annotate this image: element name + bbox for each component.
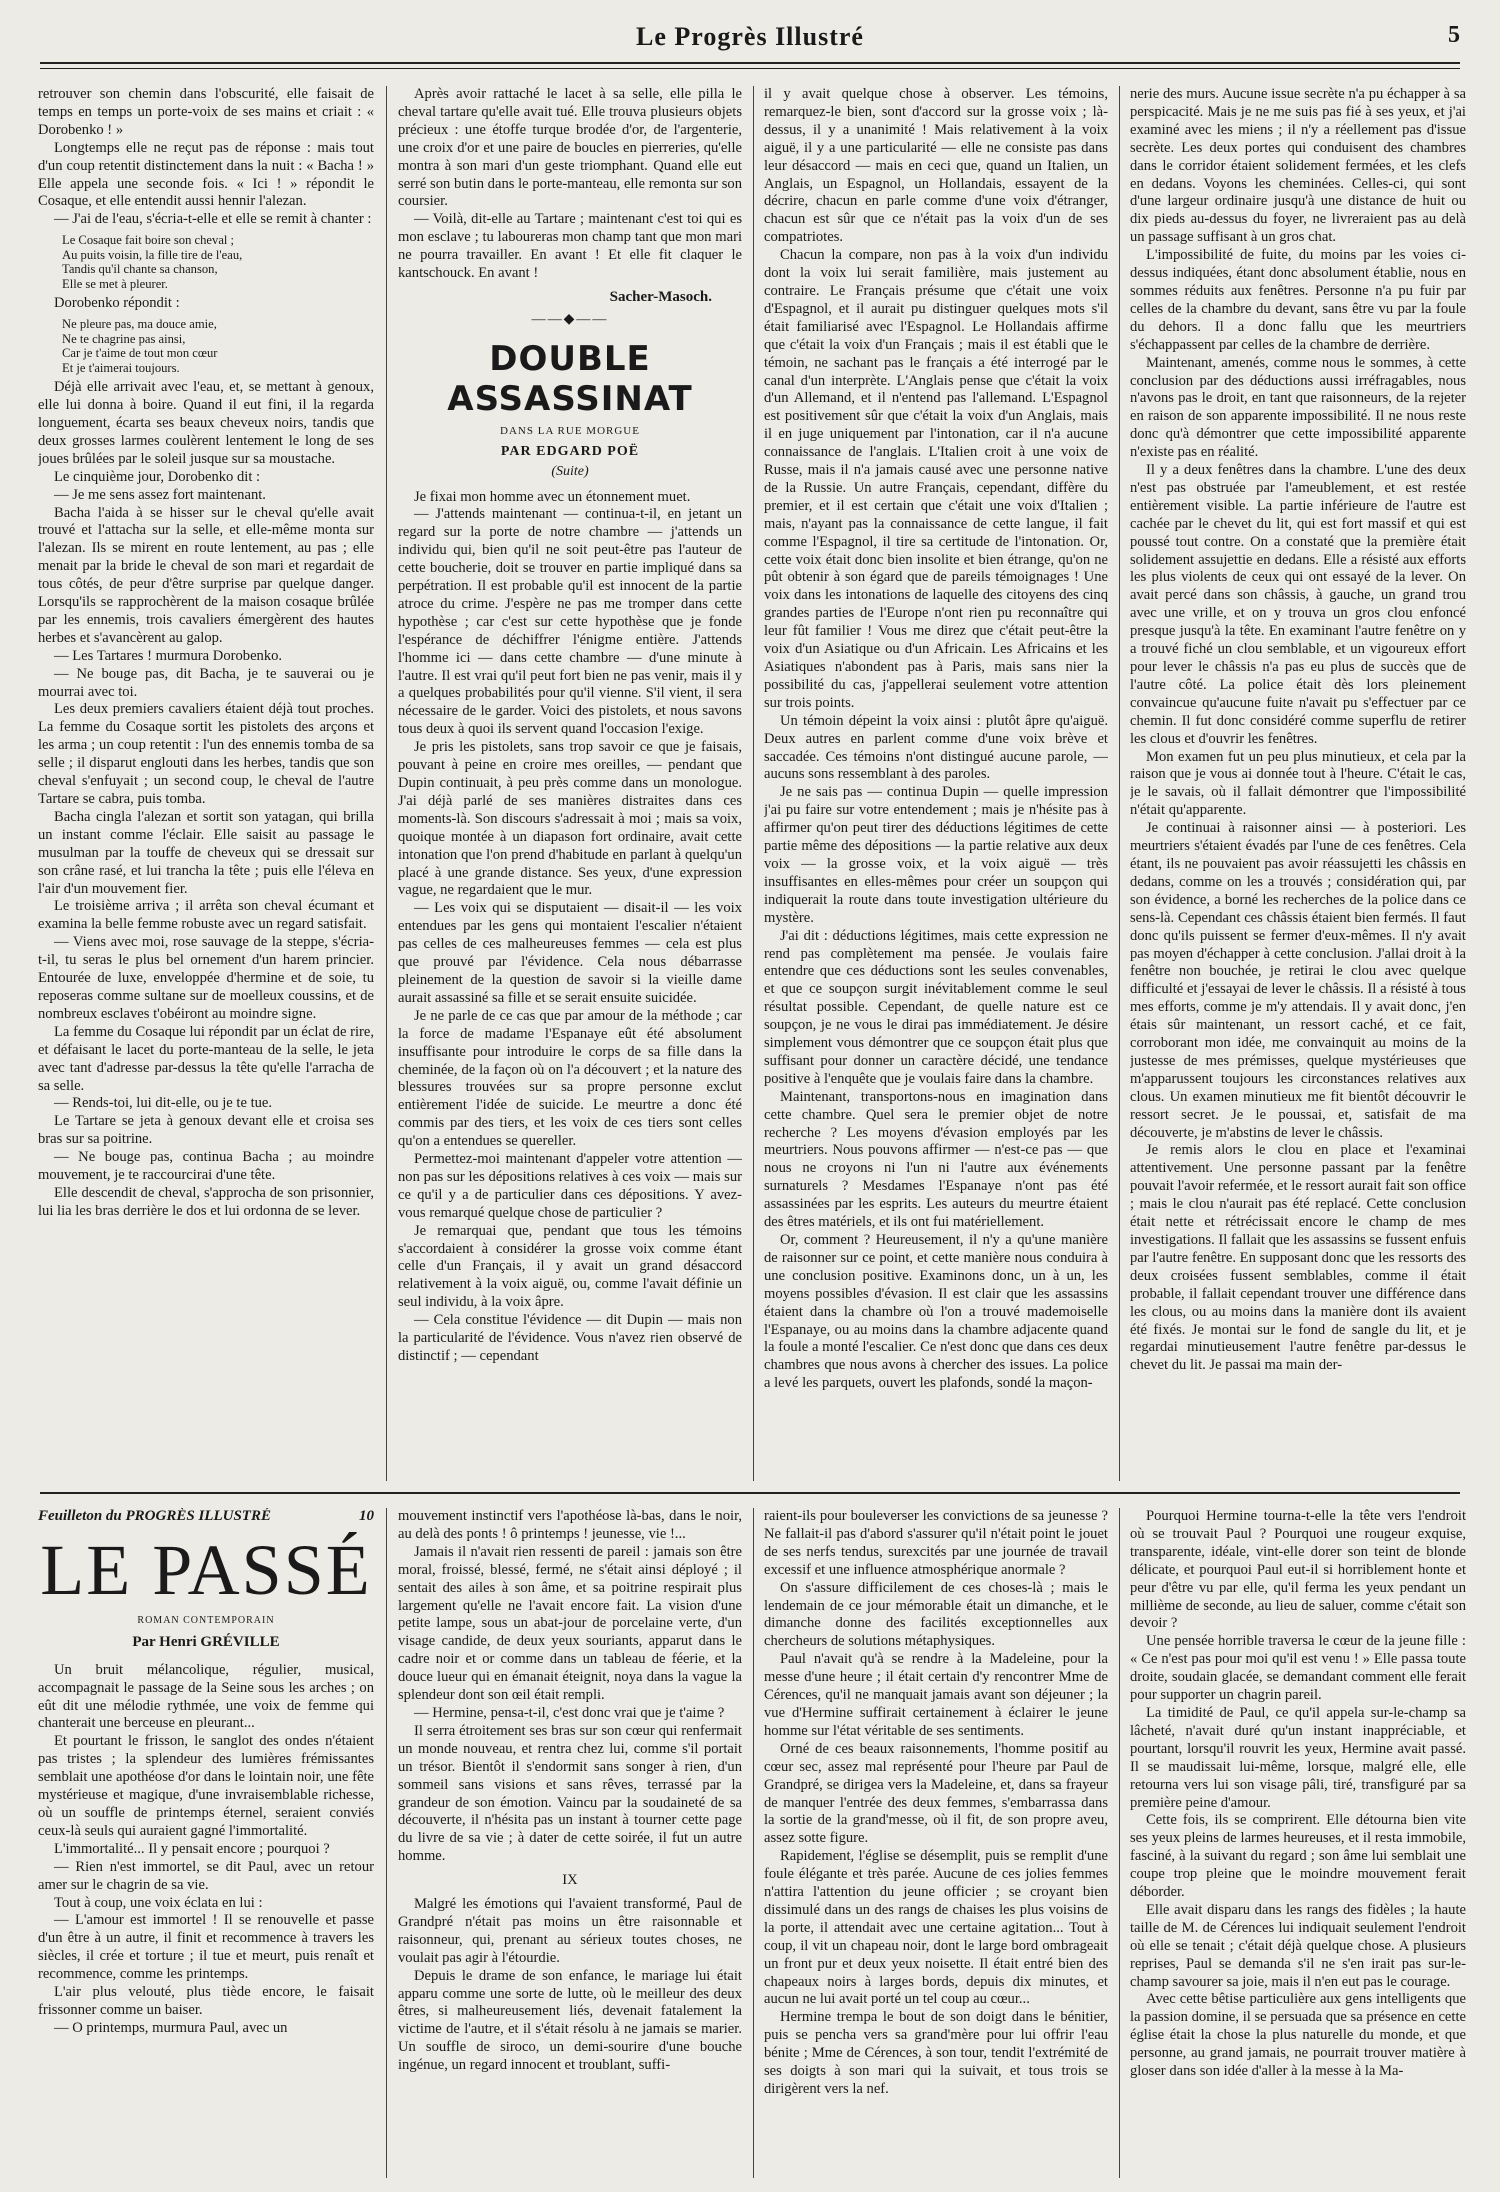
paragraph: — J'attends maintenant — continua-t-il, en jetant un regard sur la porte de notre chambre — j'attends un individu qui, bien qu'il ne soit peut-être pas l'auteur de cette boucherie, doit se trouver en partie impliqué dans sa perpétration. Il est probable qu'il est innocent de la partie atroce du crime. J'espère ne pas me tromper dans cette hypothèse ; car c'est sur cette hypothèse que je fonde l'espérance de déchiffrer l'énigme entière. J'attends l'homme ici — dans cette chambre — d'une minute à l'autre. Il est vrai qu'il peut fort bien ne pas venir, mais il y a quelques probabilités pour qu'il vienne. S'il vient, il sera nécessaire de le garder. Voici des pistolets, et nous savons tous deux à quoi ils servent quand l'occasion l'exige. [398,506,742,738]
paragraph: — Les voix qui se disputaient — disait-il — les voix entendues par les gens qui montaient l'escalier n'étaient pas celles de ces malheureuses femmes — cela est plus que prouvé par l'évidence. Cela nous débarrasse pleinement de la question de savoir si la vieille dame aurait assassiné sa fille et se serait ensuite suicidée. [398,900,742,1006]
verse-line: Ne te chagrine pas ainsi, [62,331,186,346]
verse-line: Car je t'aime de tout mon cœur [62,346,218,361]
paragraph: Une pensée horrible traversa le cœur de la jeune fille : « Ce n'est pas pour moi qu'il est venu ! » Elle passa toute droite, soudain glacée, se demandant comment elle ferait pour supporter un chagrin pareil. [1130,1633,1466,1704]
verse-line: Et je t'aimerai toujours. [62,360,180,375]
paragraph: Le troisième arriva ; il arrêta son cheval écumant et examina la belle femme robuste avec un regard satisfait. [38,898,374,933]
song-verse [62,233,374,291]
novel-subtitle: ROMAN CONTEMPORAIN [137,1614,275,1626]
paragraph: — Je me sens assez fort maintenant. [54,486,266,503]
paragraph: Depuis le drame de son enfance, le mariage lui était apparu comme une sorte de lutte, où le meilleur des deux êtres, si malheureusement liés, devenait fatalement la victime de l'autre, et il s'était résolu à ne jamais se marier. Un souffle de siroco, un demi-sourire d'une bouche ingénue, un regard innocent et troublant, suffi- [398,1967,742,2074]
paragraph: Je remis alors le clou en place et l'examinai attentivement. Une personne passant par la fenêtre pouvait l'avoir refermée, et le ressort aurait fait son office ; mais le clou n'aurait pas été replacé. Cette conclusion était nette et rétrécissait encore le champ de mes investigations. Il fallait que les assassins se fussent enfuis par l'autre fenêtre. En supposant donc que les ressorts des deux croisées fussent semblables, comme il était probable, il fallait cependant trouver une différence dans les clous, ou au moins dans la manière dont ils avaient été fixés. Je montai sur le fond de sangle du lit, et je regardai minutieusement l'autre fenêtre par-dessus le chevet du lit. Je passai ma main der- [1130,1142,1466,1374]
story-continuation-note: (Suite) [551,463,589,479]
newspaper-title: Le Progrès Illustré [636,22,864,51]
author-signature: Sacher-Masoch. [609,288,712,305]
paragraph: Rapidement, l'église se désemplit, puis se remplit d'une foule élégante et très parée. Aucune de ces jolies femmes n'attira l'attention du jeune officier ; se croyant bien dissimulé dans un des rangs de chaises les plus voisins de la porte, il attendait avec une certaine agitation... Tout à coup, il vit un chapeau noir, dont le large bord ombrageait un front pur et deux yeux noisette. Il était entré bien des chapeaux noirs à larges bords, depuis dix minutes, et aucun ne lui avait porté un tel coup au cœur... [764,1848,1108,2008]
story-subheading: DANS LA RUE MORGUE [500,424,640,437]
feuilleton-column-4 [1130,1508,1466,2178]
novel-author: Par Henri GRÉVILLE [132,1633,280,1650]
paragraph: Le cinquième jour, Dorobenko dit : [54,468,261,485]
paragraph: Je continuai à raisonner ainsi — à posteriori. Les meurtriers s'étaient évadés par l'une de ces fenêtres. Cela étant, ils ne pouvaient pas avoir réassujetti les châssis en dedans, comme on les a trouvés ; considération qui, par son évidence, a borné les recherches de la police dans ce sens-là. Cependant ces châssis étaient bien fermés. Il faut donc qu'ils puissent se fermer d'eux-mêmes. Il n'y avait pas moyen d'échapper à cette conclusion. J'allai droit à la fenêtre non bouchée, je retirai le clou avec quelque difficulté et j'essayai de lever le châssis. Il a résisté à tous mes efforts, comme je m'y attendais. Il y avait donc, j'en étais sûr maintenant, un ressort caché, et ce fait, corroborant mon idée, me convainquit au moins de la justesse de mes prémisses, quelque mystérieuses que m'apparussent toujours les circonstances relatives aux clous. Un examen minutieux me fit bientôt découvrir le ressort secret. Je le poussai, et, satisfait de ma découverte, je m'abstins de lever le châssis. [1130,820,1466,1141]
paragraph: mouvement instinctif vers l'apothéose là-bas, dans le noir, au delà des ponts ! ô printemps ! jeunesse, vie !... [398,1508,742,1542]
paragraph: Bacha l'aida à se hisser sur le cheval qu'elle avait trouvé et l'attacha sur la selle, et elle-même monta sur l'alezan. Ils se mirent en route lentement, au pas ; elle menait par la bride le cheval de son mari et regardait de tous côtés, de peur d'être surprise par quelque danger. Lorsqu'ils se rapprochèrent de la maison cosaque brûlée par les ennemis, trois cavaliers émergèrent des hautes herbes et s'avancèrent au galop. [38,504,374,646]
paragraph: Chacun la compare, non pas à la voix d'un individu dont la voix lui serait familière, mais justement au contraire. Le Français présume que c'était une voix d'Espagnol, et il aurait pu distinguer quelques mots s'il était familiarisé avec l'Espagnol. Le Hollandais affirme que c'était la voix d'un Français ; mais il est établi que le témoin, ne sachant pas le français a été interrogé par le canal d'un interprète. L'Anglais pense que c'était la voix d'un Allemand, et il n'entend pas l'allemand. L'Espagnol est positivement sûr que c'était la voix d'un Anglais, mais il en juge uniquement par l'intonation, car il n'a aucune connaissance de l'anglais. L'Italien croit à une voix de Russe, mais il n'a jamais causé avec une personne native de la Russie. Un autre Français, cependant, diffère du premier, et il est certain que c'était une voix d'Italien ; mais, n'ayant pas la connaissance de cette langue, il fait comme l'Espagnol, il tire sa certitude de l'intonation. Or, cette voix était donc bien insolite et bien étrange, qu'on ne pût obtenir à son égard que de pareils témoignages ! Une voix dans les intonations de laquelle des citoyens des cinq grandes parties de l'Europe n'ont rien pu reconnaître qui leur fût familier ! Vous me direz que c'était peut-être la voix d'un Asiatique ou d'un Africain. Les Africains et les Asiatiques n'abondent pas à Paris, mais sans nier la possibilité du cas, j'appellerai seulement votre attention sur trois points. [764,247,1108,711]
page-header [40,22,1460,56]
paragraph: L'impossibilité de fuite, du moins par les voies ci-dessus indiquées, étant donc absolument établie, nous en sommes réduits aux fenêtres. Personne n'a pu fuir par celles de la chambre du devant, sans être vu par la foule du dehors. Il a donc fallu que les meurtriers s'échappassent par celles de la chambre de derrière. [1130,247,1466,353]
paragraph: Je ne sais pas — continua Dupin — quelle impression j'ai pu faire sur votre entendement ; mais je n'hésite pas à affirmer qu'on peut tirer des déductions légitimes de cette partie même des dépositions — la partie relative aux deux voix — la grosse voix, et la voix aiguë — très insuffisantes en elles-mêmes pour créer un soupçon qui indiquerait la route dans toute investigation ultérieure du mystère. [764,784,1108,926]
section-ornament: ——◆—— [531,311,609,327]
song-verse [62,317,374,375]
paragraph: Un témoin dépeint la voix ainsi : plutôt âpre qu'aiguë. Deux autres en parlent comme d'une voix brève et saccadée. Ces témoins n'ont distingué aucune parole, — aucuns sons ressemblant à des paroles. [764,712,1108,783]
paragraph: Jamais il n'avait rien ressenti de pareil : jamais son être moral, froissé, blessé, fermé, ne s'était ainsi déployé ; il sentait des ailes à son âme, et sa poitrine respirait plus largement qu'elle ne l'avait encore fait. La vision d'une petite lampe, sous un abat-jour de porcelaine verte, d'un visage candide, de deux yeux souriants, apparut dans le cadre noir et or comme dans un tableau de féerie, et la douce lueur qui en émanait éteignit, noya dans la vague la splendeur dont son œil était rempli. [398,1543,742,1704]
paragraph: Orné de ces beaux raisonnements, l'homme positif au cœur sec, assez mal représenté pour l'heure par Paul de Grandpré, se dirigea vers la Madeleine, et, dans sa frayeur de manquer l'entrée des deux femmes, s'embarrassa dans la sortie de la grand'messe, où il fit, de son propre aveu, assez sotte figure. [764,1740,1108,1847]
feuilleton-header [38,1508,374,1526]
paragraph: Bacha cingla l'alezan et sortit son yatagan, qui brilla un instant comme l'éclair. Elle saisit au passage le musulman par la touffe de cheveux qui se dressait sur son crâne rasé, et lui trancha la tête ; puis elle l'éleva en l'air d'un mouvement fier. [38,808,374,897]
header-rule-thin [40,68,1460,69]
feuilleton-number: 10 [359,1508,374,1524]
column-divider [386,86,387,1481]
top-column-3 [764,86,1108,1481]
paragraph: Or, comment ? Heureusement, il n'y a qu'une manière de raisonner sur ce point, et cette manière nous conduira à une conclusion positive. Examinons donc, un à un, les moyens possibles d'évasion. Il est clair que les assassins étaient dans la chambre où l'on a trouvé mademoiselle l'Espanaye, ou au moins dans la chambre adjacente quand la foule a monté l'escalier. Ce n'est donc que dans ces deux chambres que nous avons à chercher des issues. La police a levé les parquets, ouvert les plafonds, sondé la maçon- [764,1232,1108,1392]
paragraph: Un bruit mélancolique, régulier, musical, accompagnait le passage de la Seine sous les arches ; on eût dit une mélodie rythmée, une voix de femme qui chanterait une berceuse en pleurant... [38,1661,374,1732]
paragraph: nerie des murs. Aucune issue secrète n'a pu échapper à sa perspicacité. Mais je ne me suis pas fié à ses yeux, et j'ai examiné avec les miens ; il n'y a réellement pas d'issue secrète. Les deux portes qui conduisent des chambres dans le corridor étaient solidement fermées, et les clefs en dedans. Voyons les cheminées. Celles-ci, qui sont d'une largeur ordinaire jusqu'à une distance de huit ou dix pieds au-dessus du foyer, ne livreraient pas au delà un passage suffisant à un gros chat. [1130,86,1466,246]
column-divider [1119,86,1120,1481]
paragraph: Maintenant, amenés, comme nous le sommes, à cette conclusion par des déductions aussi irréfragables, nous n'avons pas le droit, en tant que raisonneurs, de la rejeter en raison de son apparente impossibilité. Il ne nous reste donc qu'à démontrer que cette impossibilité apparente n'existe pas en réalité. [1130,354,1466,461]
paragraph: — Rends-toi, lui dit-elle, ou je te tue. [54,1095,273,1112]
column-divider [753,86,754,1481]
top-column-1 [38,86,374,1481]
paragraph: J'ai dit : déductions légitimes, mais cette expression ne rend pas complètement ma pensée. Je voulais faire entendre que ces déductions sont les seules convenables, et que ce soupçon surgit inévitablement comme le seul résultat possible. Cependant, de quelle nature est ce soupçon, je ne vous le dirai pas immédiatement. Je désire simplement vous démontrer que ce soupçon était plus que suffisant pour donner un caractère décidé, une tendance positive à l'enquête que je voulais faire dans la chambre. [764,927,1108,1087]
paragraph: — Cela constitue l'évidence — dit Dupin — mais non la particularité de l'évidence. Vous n'avez rien observé de distinctif ; — cependant [398,1312,742,1364]
story-author: PAR EDGARD POË [500,443,640,459]
paragraph: — J'ai de l'eau, s'écria-t-elle et elle se remit à chanter : [54,211,372,228]
column-divider [753,1508,754,2178]
paragraph: Il y a deux fenêtres dans la chambre. L'une des deux n'est pas obstruée par l'ameublement, et est restée entièrement visible. La partie inférieure de l'autre est cachée par le chevet du lit, qui est fort massif et qui est poussé tout contre. On a constaté que la première était solidement assujettie en dedans. Elle a résisté aux efforts les plus violents de ceux qui ont essayé de la lever. On avait percé dans son châssis, à gauche, un grand trou avec une vrille, et on y trouva un gros clou enfoncé presque jusqu'à la tête. En examinant l'autre fenêtre on y a trouvé fiché un clou semblable, et un vigoureux effort pour lever le châssis n'a pas eu plus de succès que de l'autre côté. La police était dès lors pleinement convaincue qu'aucune fuite n'avait pu s'effectuer par ce chemin. Il fut donc considéré comme superflu de retirer les clous et d'ouvrir les fenêtres. [1130,462,1466,747]
paragraph: — Viens avec moi, rose sauvage de la steppe, s'écria-t-il, tu seras le plus bel ornement d'un harem princier. Entourée de luxe, enveloppée d'hermine et de soie, tu reposeras comme sultane sur de moelleux coussins, et de nombreux esclaves t'obéiront au moindre signe. [38,934,374,1022]
paragraph: L'immortalité... Il y pensait encore ; pourquoi ? [54,1840,330,1857]
verse-line: Tandis qu'il chante sa chanson, [62,262,218,277]
paragraph: Cette fois, ils se comprirent. Elle détourna bien vite ses yeux pleins de larmes heureuses, et il resta immobile, fasciné, à la suivant du regard ; son âme lui semblait une coupe trop pleine que le moindre mouvement ferait déborder. [1130,1812,1466,1901]
top-column-4 [1130,86,1466,1481]
paragraph: il y avait quelque chose à observer. Les témoins, remarquez-le bien, sont d'accord sur la grosse voix ; là-dessus, il y a unanimité ! Mais relativement à la voix aiguë, il y a une particularité — elle ne consiste pas dans leur désaccord — mais en ceci que, quand un Italien, un Anglais, un Espagnol, un Hollandais, essayent de la décrire, chacun en parle comme d'une voix d'étranger, chacun est sûr que ce n'était pas la voix d'un de ses compatriotes. [764,86,1108,246]
paragraph: — Rien n'est immortel, se dit Paul, avec un retour amer sur le chagrin de sa vie. [38,1858,374,1893]
verse-line: Ne pleure pas, ma douce amie, [62,317,217,332]
paragraph: Pourquoi Hermine tourna-t-elle la tête vers l'endroit où se trouvait Paul ? Pourquoi une rougeur exquise, transparente, idéale, vint-elle dorer son teint de blonde délicate, et pourquoi Paul eut-il si horriblement honte et peur d'être vu par elle, qu'il ferma les yeux pendant un millième de seconde, au lieu de saluer, comme c'était son devoir ? [1130,1508,1466,1632]
paragraph: — Ne bouge pas, dit Bacha, je te sauverai ou je mourrai avec toi. [38,665,374,700]
paragraph: La timidité de Paul, ce qu'il appela sur-le-champ sa lâcheté, n'avait duré qu'un instant inappréciable, et pourtant, lorsqu'il rouvrit les yeux, Hermine avait passé. Il se maudissait lui-même, lorsque, malgré elle, elle retourna vers lui son visage pâli, tiré, transfiguré par sa première peine d'amour. [1130,1704,1466,1811]
paragraph: Déjà elle arrivait avec l'eau, et, se mettant à genoux, elle lui donna à boire. Quand il eut fini, il la regarda longuement, écarta ses beaux cheveux noirs, tandis que deux grosses larmes coulèrent lentement le long de ses joues brûlées par le soleil jusque sur sa moustache. [38,379,374,467]
paragraph: — Voilà, dit-elle au Tartare ; maintenant c'est toi qui es mon esclave ; tu laboureras mon champ tant que mon mari ne pourra travailler. En avant ! Et elle fit claquer le kantschouck. En avant ! [398,211,742,282]
feuilleton-column-3 [764,1508,1108,2178]
paragraph: Longtemps elle ne reçut pas de réponse : mais tout d'un coup retentit distinctement dans la nuit : « Bacha ! » Elle appela une seconde fois. « Ici ! » répondit le Cosaque, et elle entendit aussi hennir l'alezan. [38,139,374,210]
paragraph: Le Tartare se jeta à genoux devant elle et croisa ses bras sur sa poitrine. [38,1113,374,1148]
header-rule [40,62,1460,64]
paragraph: Permettez-moi maintenant d'appeler votre attention — non pas sur les dépositions relatives à ces voix — mais sur ce qu'il y a de particulier dans ces dépositions. Y avez-vous remarqué quelque chose de particulier ? [398,1151,742,1221]
feuilleton-column-2 [398,1508,742,2178]
paragraph: Après avoir rattaché le lacet à sa selle, elle pilla le cheval tartare qu'elle avait tué. Elle trouva plusieurs objets précieux : une étoffe turque brodée d'or, de l'argenterie, une croix d'or et une paire de boucles en pierreries, qu'elle montra à son mari d'un geste triomphant. Quand elle eut serré son butin dans le porte-manteau, elle remonta sur son coursier. [398,86,742,210]
paragraph: — Ne bouge pas, continua Bacha ; au moindre mouvement, je te raccourcirai d'une tête. [38,1149,374,1184]
paragraph: La femme du Cosaque lui répondit par un éclat de rire, et défaisant le lacet du porte-manteau de la selle, le jeta avec tant d'adresse par-dessus la tête qu'elle l'arracha de sa selle. [38,1023,374,1094]
verse-line: Au puits voisin, la fille tire de l'eau, [62,247,243,262]
novel-title: LE PASSÉ [40,1529,372,1610]
paragraph: Les deux premiers cavaliers étaient déjà tout proches. La femme du Cosaque sortit les pistolets des arçons et les arma ; un coup retentit : l'un des ennemis tomba de sa selle ; il disparut englouti dans les herbes, tandis que son cheval s'enfuyait ; un second coup, le cheval de l'autre Tartare se cabra, puis tomba. [38,701,374,807]
paragraph: Malgré les émotions qui l'avaient transformé, Paul de Grandpré n'était pas moins un être raisonnable et raisonneur, qui, prenant au sérieux toutes choses, ne voulait pas agir à l'étourdie. [398,1896,742,1966]
paragraph: Je pris les pistolets, sans trop savoir ce que je faisais, pouvant à peine en croire mes oreilles, — pendant que Dupin continuait, à peu près comme dans un monologue. J'ai déjà parlé de ses manières distraites dans ces moments-là. Son discours s'adressait à moi ; mais sa voix, quoique montée à un diapason fort ordinaire, avait cette intonation que l'on prend d'habitude en parlant à quelqu'un placé à une grande distance. Ses yeux, d'une expression vague, ne regardaient que le mur. [398,739,742,899]
paragraph: Elle avait disparu dans les rangs des fidèles ; la haute taille de M. de Cérences lui indiquait seulement l'endroit où elle se tenait ; c'était déjà quelque chose. A plusieurs reprises, Paul se demanda s'il ne s'en irait pas sur-le-champ savourer sa joie, mais il n'en eut pas le courage. [1130,1901,1466,1990]
chapter-number: IX [562,1872,578,1889]
paragraph: Tout à coup, une voix éclata en lui : [54,1894,263,1911]
paragraph: Il serra étroitement ses bras sur son cœur qui renfermait un monde nouveau, et rentra chez lui, comme s'il portait un trésor. Bientôt il s'endormit sans songer à rien, d'un sommeil sans visions et sans rêves, terrassé par la grandeur de son émotion. Vaincu par la soudaineté de sa découverte, il n'hésita pas un instant à tourner cette page du livre de sa vie ; à dater de cette soirée, il fut un autre homme. [398,1722,742,1865]
paragraph: Avec cette bêtise particulière aux gens intelligents que la passion domine, il se persuada que sa présence en cette église était la chose la plus naturelle du monde, et que personne, au grand jamais, ne pourrait trouver matière à gloser dans son idée d'aller à la messe à la Ma- [1130,1991,1466,2080]
column-divider [1119,1508,1120,2178]
feuilleton-column-1 [38,1508,374,2178]
paragraph: — L'amour est immortel ! Il se renouvelle et passe d'un être à un autre, il finit et recommence à travers les siècles, il crée et torture ; il tue et meurt, puis renaît et recommence, comme les printemps. [38,1912,374,1983]
paragraph: Je ne parle de ce cas que par amour de la méthode ; car la force de madame l'Espanaye eût été absolument insuffisante pour introduire le corps de sa fille dans la cheminée, de la façon où on l'a découvert ; et la nature des blessures trouvées sur sa propre personne exclut entièrement l'idée de suicide. Le meurtre a donc été commis par des tiers, et les voix de ces tiers sont celles qu'on a entendues se quereller. [398,1007,742,1150]
story-headline: DOUBLE ASSASSINAT [447,338,693,419]
paragraph: Maintenant, transportons-nous en imagination dans cette chambre. Quel sera le premier objet de notre recherche ? Les moyens d'évasion employés par les meurtriers. Nous pouvons affirmer — n'est-ce pas — que nous ne croyons ni l'un ni l'autre aux événements surnaturels ? Mesdames l'Espanaye n'ont pas été assassinées par les esprits. Les auteurs du meurtre étaient des êtres matériels, et ils ont fui matériellement. [764,1088,1108,1231]
feuilleton-label: Feuilleton du PROGRÈS ILLUSTRÉ [38,1508,271,1524]
paragraph: Dorobenko répondit : [54,295,180,312]
verse-line: Le Cosaque fait boire son cheval ; [62,233,235,248]
paragraph: Elle descendit de cheval, s'approcha de son prisonnier, lui lia les bras derrière le dos et lui ordonna de se lever. [38,1184,374,1219]
paragraph: Mon examen fut un peu plus minutieux, et cela par la raison que je vous ai donnée tout à l'heure. C'était le cas, je le savais, où il fallait démontrer que l'impossibilité n'était qu'apparente. [1130,748,1466,819]
paragraph: Et pourtant le frisson, le sanglot des ondes n'étaient pas tristes ; la splendeur des lumières frémissantes semblait une apothéose d'or dans le lointain noir, une fête mystérieuse et magique, d'une invraisemblable richesse, où un souffle de printemps éternel, seraient conviés ceux-là seuls qui auraient gagné l'immortalité. [38,1733,374,1839]
paragraph: — Les Tartares ! murmura Dorobenko. [54,647,283,664]
paragraph: Hermine trempa le bout de son doigt dans le bénitier, puis se pencha vers sa grand'mère pour lui offrir l'eau bénite ; Mme de Cérences, à son tour, tendit l'extrémité de ses doigts à son mari qui la suivait, et tous trois se dirigèrent vers la nef. [764,2009,1108,2097]
column-divider [386,1508,387,2178]
paragraph: raient-ils pour bouleverser les convictions de sa jeunesse ? Ne fallait-il pas d'abord s'assurer qu'il n'était point le jouet de ses nerfs tendus, surexcités par une journée de travail excessif et une influence atmosphérique anormale ? [764,1508,1108,1578]
paragraph: — Hermine, pensa-t-il, c'est donc vrai que je t'aime ? [414,1704,725,1721]
verse-line: Elle se met à pleurer. [62,276,168,291]
paragraph: retrouver son chemin dans l'obscurité, elle faisait de temps en temps un porte-voix de ses mains et criait : « Dorobenko ! » [38,86,374,138]
paragraph: Je remarquai que, pendant que tous les témoins s'accordaient à considérer la grosse voix comme étant celle d'un Français, il y avait un grand désaccord relativement à la voix aiguë, ou, comme l'avait définie un seul individu, à la voix âpre. [398,1222,742,1311]
paragraph: Je fixai mon homme avec un étonnement muet. [414,488,691,505]
top-column-2 [398,86,742,1481]
paragraph: L'air plus velouté, plus tiède encore, le faisait frissonner comme un baiser. [38,1984,374,2018]
paragraph: — O printemps, murmura Paul, avec un [54,2019,288,2036]
page-number: 5 [1448,22,1460,48]
feuilleton-separator-rule [40,1492,1460,1494]
paragraph: On s'assure difficilement de ces choses-là ; mais le lendemain de ce jour mémorable était un dimanche, et le dimanche donne des facilités exceptionnelles aux chercheurs de solutions métaphysiques. [764,1579,1108,1650]
paragraph: Paul n'avait qu'à se rendre à la Madeleine, pour la messe d'une heure ; il était certain d'y rencontrer Mme de Cérences, qu'il ne manquait jamais avant son déjeuner ; la vue d'Hermine suffirait certainement à éclairer le jeune homme sur l'état véritable de ses sentiments. [764,1651,1108,1739]
